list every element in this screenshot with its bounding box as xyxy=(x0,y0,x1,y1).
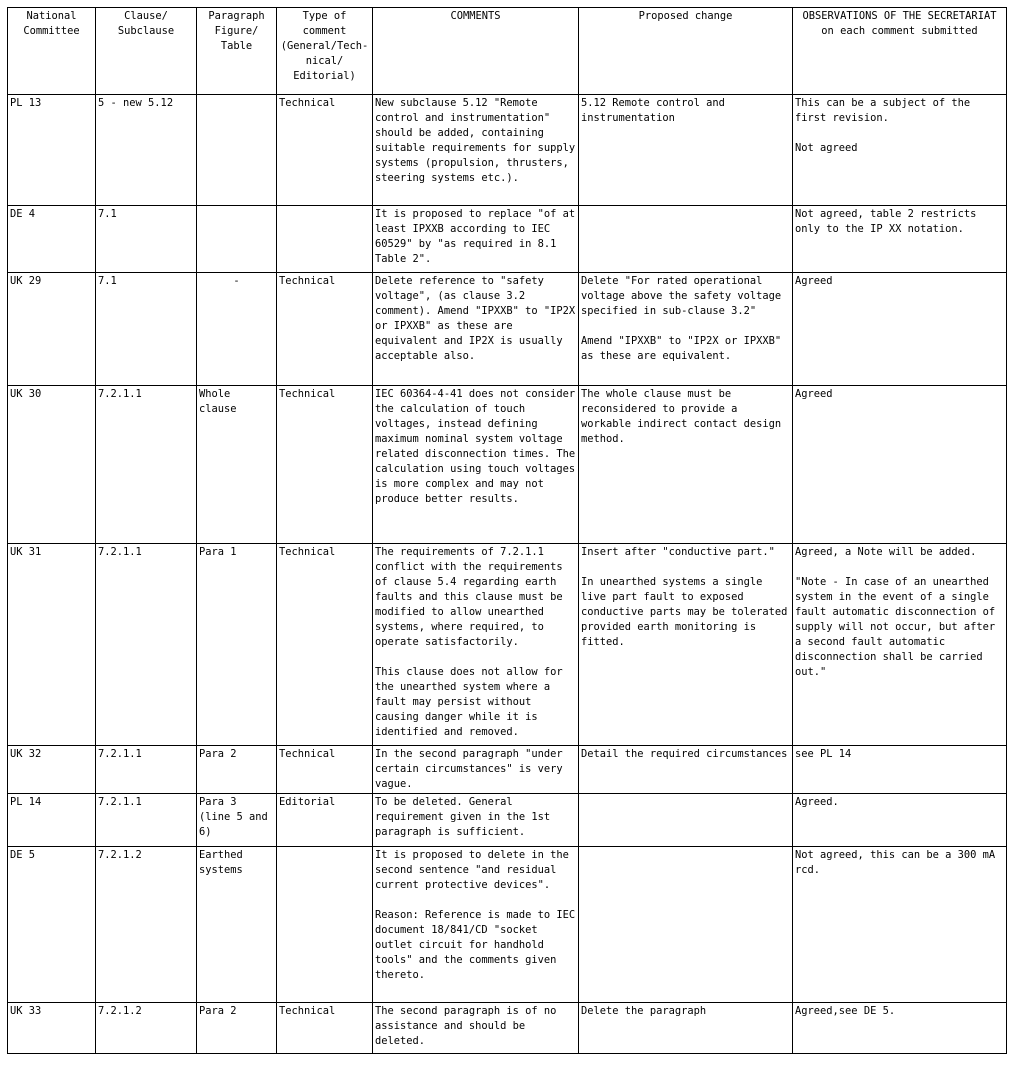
proposed-change-cell xyxy=(579,273,793,386)
clause-cell: 7.2.1.1 xyxy=(96,386,197,544)
observation-text: Agreed, a Note will be added. xyxy=(795,546,977,558)
comments-cell xyxy=(373,794,579,847)
header-paragraph: Paragraph Figure/ Table xyxy=(197,8,277,95)
national-committee-cell: UK 32 xyxy=(8,746,96,794)
type-cell: Technical xyxy=(277,273,373,386)
observation-text: This can be a subject of the first revision. xyxy=(795,97,971,124)
clause-cell: 5 - new 5.12 xyxy=(96,95,197,206)
clause-cell: 7.2.1.1 xyxy=(96,794,197,847)
table-row xyxy=(8,1003,1007,1054)
table-row xyxy=(8,746,1007,794)
paragraph-cell: Para 2 xyxy=(197,746,277,794)
observations-cell xyxy=(793,794,1007,847)
comments-cell xyxy=(373,273,579,386)
observations-cell xyxy=(793,95,1007,206)
proposed-change-cell xyxy=(579,206,793,273)
national-committee-cell: PL 14 xyxy=(8,794,96,847)
comments-cell xyxy=(373,847,579,1003)
header-observations: OBSERVATIONS OF THE SECRETARIAT on each comment submitted xyxy=(793,8,1007,95)
proposed-text: Insert after "conductive part." xyxy=(581,546,775,558)
type-cell: Technical xyxy=(277,386,373,544)
header-national-committee: National Committee xyxy=(8,8,96,95)
clause-cell: 7.2.1.1 xyxy=(96,544,197,746)
header-row xyxy=(8,8,1007,95)
header-proposed-change: Proposed change xyxy=(579,8,793,95)
proposed-text: Delete "For rated operational voltage above the safety voltage specified in sub-clause 3.2" xyxy=(581,275,782,317)
clause-cell: 7.2.1.1 xyxy=(96,746,197,794)
type-cell: Editorial xyxy=(277,794,373,847)
national-committee-cell: UK 33 xyxy=(8,1003,96,1054)
national-committee-cell: UK 31 xyxy=(8,544,96,746)
comment-text: Delete reference to "safety voltage", (as clause 3.2 comment). Amend "IPXXB" to "IP2X or IPXXB" as these are equivalent and IP2X is usually acceptable also. xyxy=(375,275,576,362)
clause-cell: 7.1 xyxy=(96,273,197,386)
proposed-change-cell xyxy=(579,794,793,847)
proposed-change-cell xyxy=(579,95,793,206)
comment-text: In the second paragraph "under certain circumstances" is very vague. xyxy=(375,748,563,790)
comment-text: It is proposed to delete in the second sentence "and residual current protective devices". xyxy=(375,849,569,891)
proposed-text: Delete the paragraph xyxy=(581,1005,707,1017)
national-committee-cell: DE 5 xyxy=(8,847,96,1003)
type-cell xyxy=(277,847,373,1003)
paragraph-cell xyxy=(197,206,277,273)
national-committee-cell: DE 4 xyxy=(8,206,96,273)
table-row xyxy=(8,544,1007,746)
comment-text: IEC 60364-4-41 does not consider the calculation of touch voltages, instead defining maximum nominal system voltage related disconnection times. The calculation using touch voltages is more complex and may not produce better results. xyxy=(375,388,576,505)
type-cell: Technical xyxy=(277,746,373,794)
proposed-text: The whole clause must be reconsidered to provide a workable indirect contact design method. xyxy=(581,388,782,445)
national-committee-cell: UK 30 xyxy=(8,386,96,544)
type-cell xyxy=(277,206,373,273)
observation-text: Agreed xyxy=(795,388,833,400)
proposed-change-cell xyxy=(579,1003,793,1054)
table-row xyxy=(8,95,1007,206)
comments-cell xyxy=(373,206,579,273)
comment-text: It is proposed to replace "of at least IPXXB according to IEC 60529" by "as required in 8.1 Table 2". xyxy=(375,208,576,265)
proposed-change-cell xyxy=(579,746,793,794)
comments-cell xyxy=(373,544,579,746)
clause-cell: 7.1 xyxy=(96,206,197,273)
comment-text: To be deleted. General requirement given in the 1st paragraph is sufficient. xyxy=(375,796,551,838)
comment-text: New subclause 5.12 "Remote control and instrumentation" should be added, containing suitable requirements for supply systems (propulsion, thrusters, steering systems etc.). xyxy=(375,97,576,184)
observation-text: see PL 14 xyxy=(795,748,852,760)
type-cell: Technical xyxy=(277,1003,373,1054)
observations-cell xyxy=(793,544,1007,746)
clause-cell: 7.2.1.2 xyxy=(96,1003,197,1054)
observations-cell xyxy=(793,206,1007,273)
observation-text: Not agreed, this can be a 300 mA rcd. xyxy=(795,849,996,876)
clause-cell: 7.2.1.2 xyxy=(96,847,197,1003)
observations-cell xyxy=(793,746,1007,794)
paragraph-cell: Whole clause xyxy=(197,386,277,544)
proposed-change-cell xyxy=(579,847,793,1003)
paragraph-cell xyxy=(197,95,277,206)
paragraph-cell: Para 3 (line 5 and 6) xyxy=(197,794,277,847)
national-committee-cell: UK 29 xyxy=(8,273,96,386)
comment-text: Reason: Reference is made to IEC document 18/841/CD "socket outlet circuit for handhold tools" and the comments given thereto. xyxy=(375,909,576,981)
comment-text: The second paragraph is of no assistance and should be deleted. xyxy=(375,1005,557,1047)
paragraph-cell: Earthed systems xyxy=(197,847,277,1003)
national-committee-cell: PL 13 xyxy=(8,95,96,206)
comments-cell xyxy=(373,386,579,544)
observation-text: Not agreed xyxy=(795,142,858,154)
proposed-text: In unearthed systems a single live part fault to exposed conductive parts may be tolerated provided earth monitoring is fitted. xyxy=(581,576,788,648)
observation-text: Agreed xyxy=(795,275,833,287)
proposed-change-cell xyxy=(579,544,793,746)
comment-text: The requirements of 7.2.1.1 conflict with the requirements of clause 5.4 regarding earth faults and this clause must be modified to allow unearthed systems, where required, to operate satisfactorily. xyxy=(375,546,563,648)
observation-text: "Note - In case of an unearthed system in the event of a single fault automatic disconnection of supply will not occur, but after a second fault automatic disconnection shall be carried out." xyxy=(795,576,996,678)
comments-cell xyxy=(373,746,579,794)
table-row xyxy=(8,386,1007,544)
table-row xyxy=(8,206,1007,273)
proposed-text: Amend "IPXXB" to "IP2X or IPXXB" as these are equivalent. xyxy=(581,335,782,362)
header-type: Type of comment (General/Tech-nical/ Editorial) xyxy=(277,8,373,95)
table-row xyxy=(8,794,1007,847)
comment-text: This clause does not allow for the unearthed system where a fault may persist without causing danger while it is identified and removed. xyxy=(375,666,563,738)
paragraph-cell: Para 1 xyxy=(197,544,277,746)
proposed-change-cell xyxy=(579,386,793,544)
observations-cell xyxy=(793,273,1007,386)
header-clause: Clause/ Subclause xyxy=(96,8,197,95)
comments-table xyxy=(7,7,1007,1054)
paragraph-cell: - xyxy=(197,273,277,386)
table-row xyxy=(8,273,1007,386)
proposed-text: Detail the required circumstances xyxy=(581,748,788,760)
observations-cell xyxy=(793,847,1007,1003)
paragraph-cell: Para 2 xyxy=(197,1003,277,1054)
comments-cell xyxy=(373,1003,579,1054)
observation-text: Agreed,see DE 5. xyxy=(795,1005,896,1017)
observations-cell xyxy=(793,386,1007,544)
comments-cell xyxy=(373,95,579,206)
observation-text: Not agreed, table 2 restricts only to the IP XX notation. xyxy=(795,208,977,235)
type-cell: Technical xyxy=(277,95,373,206)
observations-cell xyxy=(793,1003,1007,1054)
observation-text: Agreed. xyxy=(795,796,839,808)
table-row xyxy=(8,847,1007,1003)
proposed-text: 5.12 Remote control and instrumentation xyxy=(581,97,725,124)
header-comments: COMMENTS xyxy=(373,8,579,95)
type-cell: Technical xyxy=(277,544,373,746)
